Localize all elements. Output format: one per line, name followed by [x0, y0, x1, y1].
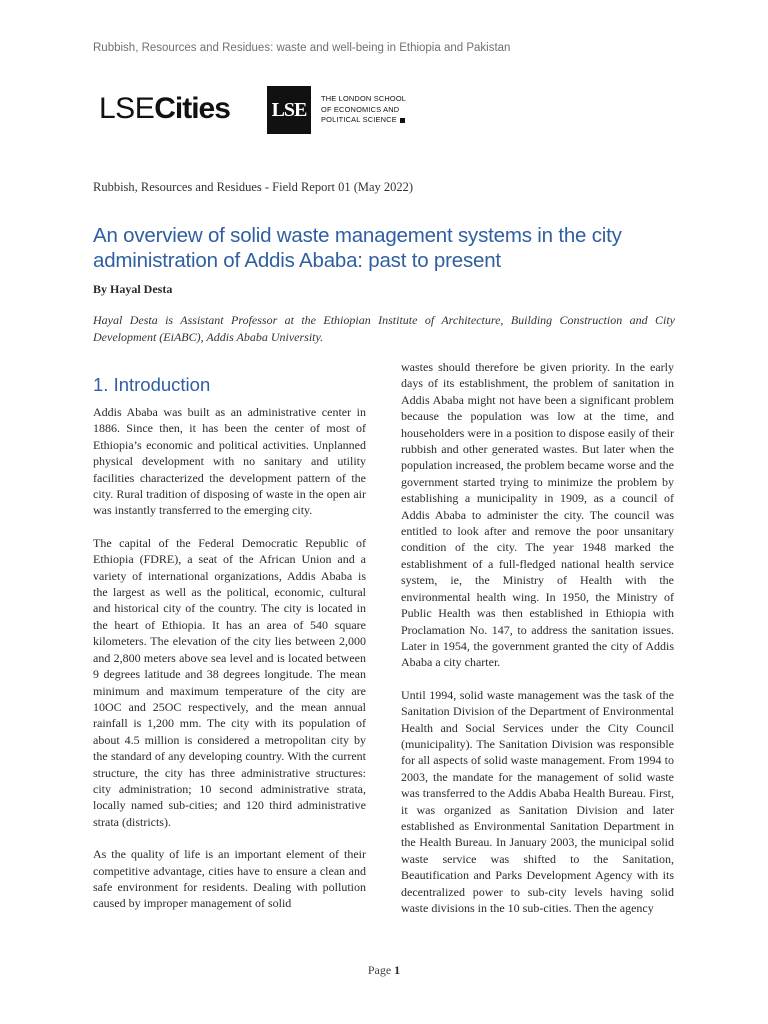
lse-cities-logo-cities: Cities	[154, 92, 230, 125]
lse-cities-logo	[99, 94, 230, 124]
paragraph: As the quality of life is an important element of their competitive advantage, cities have to ensure a clean and safe environment for residents. Dealing with pollution caused by improper management of solid	[93, 847, 366, 911]
square-icon	[400, 118, 405, 123]
left-column	[93, 372, 366, 928]
page-number: 1	[394, 963, 401, 977]
running-header: Rubbish, Resources and Residues: waste and well-being in Ethiopia and Pakistan	[93, 42, 511, 54]
paragraph: Addis Ababa was built as an administrative center in 1886. Since then, it has been the center of most of Ethiopia’s economic and political activities. Unplanned physical development with no sanitary and utility facilities characterized the development pattern of the city. Rural tradition of disposing of waste in the open air was instantly transferred to the emerging city.	[93, 405, 366, 518]
right-column	[401, 359, 674, 932]
byline: By Hayal Desta	[93, 282, 173, 296]
page-title: An overview of solid waste management systems in the city administration of Addis Ababa: past to present	[93, 224, 622, 272]
page-footer	[0, 963, 768, 978]
section-heading-introduction: 1. Introduction	[93, 374, 211, 395]
author-bio: Hayal Desta is Assistant Professor at the Ethiopian Institute of Architecture, Building Construction and City Development (EiABC), Addis Ababa University.	[93, 313, 675, 344]
lse-cities-logo-lse: LSE	[99, 92, 155, 125]
lse-name-line: POLITICAL SCIENCE	[321, 115, 431, 126]
lse-logo-mark: LSE	[267, 86, 311, 134]
lse-name-line: THE LONDON SCHOOL	[321, 94, 407, 103]
paragraph: wastes should therefore be given priority. In the early days of its establishment, the problem of sanitation in Addis Ababa might not have been a significant problem because the population was low at the time, and householders were in a position to dispose easily of their rubbish and other generated wastes. But later when the population increased, the problem became worse and the government started trying to minimize the problem by establishing a municipality in 1909, as a council of Addis Ababa to administer the city. The council was entitled to look after and remove the poor unsanitary condition of the city. The year 1948 marked the establishment of a full-fledged national health service system, ie, the Ministry of Health with the environmental health wing. In 1950, the Ministry of Public Health was then established in Ethiopia with Proclamation No. 147, to address the sanitation issues. Later in 1954, the government granted the city of Addis Ababa a city charter.	[401, 360, 674, 670]
paragraph: Until 1994, solid waste management was the task of the Sanitation Division of the Department of Environmental Health and Social Services under the City Council (municipality). The Sanitation Division was responsible for all aspects of solid waste management. From 1994 to 2003, the mandate for the management of solid waste was transferred to the Addis Ababa Health Bureau. First, it was organized as Sanitation Division and later established as Environmental Sanitation Department in the Health Bureau. In January 2003, the municipal solid waste service was shifted to the Sanitation, Beautification and Parks Development Agency with its decentralized power to sub-city levels having solid waste divisions in the 10 sub-cities. Then the agency	[401, 687, 674, 915]
paragraph: The capital of the Federal Democratic Republic of Ethiopia (FDRE), a seat of the African Union and a variety of international organizations, Addis Ababa is the largest as well as the political, economic, cultural and historical city of the country. The city is located in the heart of Ethiopia. It has an area of 540 square kilometers. The elevation of the city lies between 2,000 and 2,800 meters above sea level and is located between 9 degrees latitude and 38 degrees longitude. The mean minimum and maximum temperature of the city are 10OC and 25OC respectively, and the mean annual rainfall is 1,200 mm. The city with its population of about 4.5 million is considered a metropolitan city by the standard of any developing country. With the current structure, the city has three administrative structures: city administration; 10 second administrative strata, locally named sub-cities; and 120 third administrative strata (districts).	[93, 535, 366, 829]
lse-name-line: OF ECONOMICS AND	[321, 104, 400, 114]
page-label: Page	[367, 963, 392, 977]
field-report-label: Rubbish, Resources and Residues - Field Report 01 (May 2022)	[93, 180, 414, 194]
lse-institution-name	[321, 94, 431, 126]
